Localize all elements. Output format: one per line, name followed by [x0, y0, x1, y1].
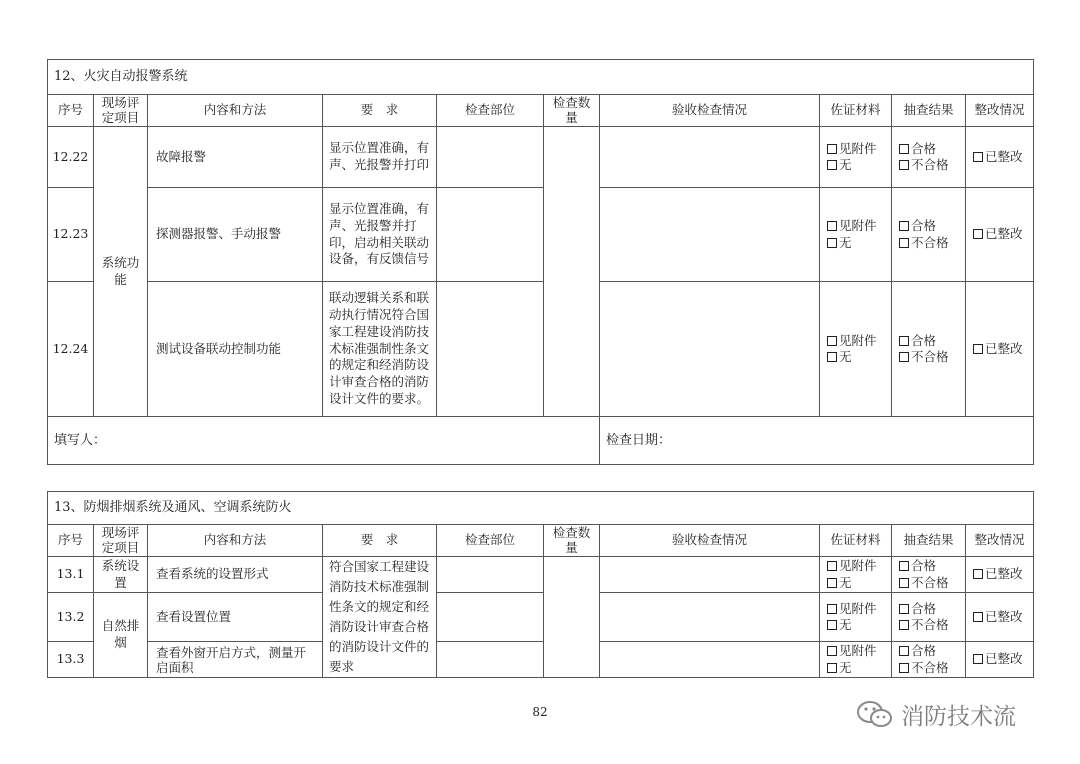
result-cell[interactable]	[600, 188, 820, 282]
rectify-option: 已整改	[966, 127, 1034, 188]
page-number: 82	[532, 705, 548, 719]
check-date-label: 检查日期：	[600, 417, 1034, 465]
sampling-options: 合格 不合格	[892, 188, 966, 282]
evidence-options: 见附件 无	[820, 127, 892, 188]
result-cell[interactable]	[600, 593, 820, 642]
checkbox[interactable]	[973, 229, 983, 239]
method-cell: 测试设备联动控制功能	[148, 282, 323, 417]
header-sampling: 抽查结果	[892, 95, 966, 127]
checkbox[interactable]	[827, 646, 837, 656]
header-sampling: 抽查结果	[892, 525, 966, 557]
sampling-options: 合格 不合格	[892, 557, 966, 593]
section-title: 13、防烟排烟系统及通风、空调系统防火	[48, 492, 1034, 525]
requirement-cell: 显示位置准确，有声、光报警并打印	[323, 127, 437, 188]
watermark	[855, 698, 1016, 731]
table-smoke-control	[47, 491, 1034, 678]
evidence-options: 见附件 无	[820, 642, 892, 678]
header-result: 验收检查情况	[600, 95, 820, 127]
header-result: 验收检查情况	[600, 525, 820, 557]
evidence-options: 见附件 无	[820, 188, 892, 282]
header-item: 现场评定项目	[94, 95, 148, 127]
checkbox[interactable]	[899, 238, 909, 248]
row-number: 12.24	[48, 282, 94, 417]
watermark-text: 消防技术流	[901, 704, 1016, 730]
table-row	[48, 593, 1034, 642]
checkbox[interactable]	[973, 152, 983, 162]
quantity-cell[interactable]	[544, 127, 600, 417]
method-cell: 故障报警	[148, 127, 323, 188]
table-row	[48, 127, 1034, 188]
result-cell[interactable]	[600, 282, 820, 417]
header-evidence: 佐证材料	[820, 525, 892, 557]
row-number: 12.23	[48, 188, 94, 282]
sampling-options: 合格 不合格	[892, 282, 966, 417]
checkbox[interactable]	[899, 561, 909, 571]
header-method: 内容和方法	[148, 95, 323, 127]
header-no: 序号	[48, 525, 94, 557]
checkbox[interactable]	[899, 663, 909, 673]
row-number: 13.1	[48, 557, 94, 593]
checkbox[interactable]	[899, 604, 909, 614]
table-row	[48, 188, 1034, 282]
checkbox[interactable]	[899, 352, 909, 362]
checkbox[interactable]	[827, 221, 837, 231]
location-cell[interactable]	[437, 557, 544, 593]
sampling-options: 合格 不合格	[892, 127, 966, 188]
header-quantity: 检查数量	[544, 95, 600, 127]
checkbox[interactable]	[973, 654, 983, 664]
quantity-cell[interactable]	[544, 557, 600, 678]
table-row	[48, 557, 1034, 593]
rectify-option: 已整改	[966, 282, 1034, 417]
checkbox[interactable]	[827, 561, 837, 571]
checkbox[interactable]	[827, 620, 837, 630]
table-fire-alarm	[47, 59, 1034, 465]
header-evidence: 佐证材料	[820, 95, 892, 127]
rectify-option: 已整改	[966, 642, 1034, 678]
row-number: 12.22	[48, 127, 94, 188]
result-cell[interactable]	[600, 642, 820, 678]
checkbox[interactable]	[827, 160, 837, 170]
checkbox[interactable]	[899, 578, 909, 588]
location-cell[interactable]	[437, 282, 544, 417]
checkbox[interactable]	[827, 238, 837, 248]
method-cell: 查看外窗开启方式，测量开启面积	[148, 642, 323, 678]
checkbox[interactable]	[827, 663, 837, 673]
rectify-option: 已整改	[966, 557, 1034, 593]
sampling-options: 合格 不合格	[892, 593, 966, 642]
header-rectify: 整改情况	[966, 525, 1034, 557]
checkbox[interactable]	[899, 336, 909, 346]
checkbox[interactable]	[973, 344, 983, 354]
header-item: 现场评定项目	[94, 525, 148, 557]
checkbox[interactable]	[827, 336, 837, 346]
result-cell[interactable]	[600, 557, 820, 593]
rectify-option: 已整改	[966, 188, 1034, 282]
checkbox[interactable]	[973, 569, 983, 579]
location-cell[interactable]	[437, 188, 544, 282]
evidence-options: 见附件 无	[820, 282, 892, 417]
header-location: 检查部位	[437, 525, 544, 557]
result-cell[interactable]	[600, 127, 820, 188]
checkbox[interactable]	[899, 144, 909, 154]
method-cell: 探测器报警、手动报警	[148, 188, 323, 282]
checkbox[interactable]	[899, 160, 909, 170]
location-cell[interactable]	[437, 642, 544, 678]
requirement-cell: 显示位置准确，有声、光报警并打印，启动相关联动设备，有反馈信号	[323, 188, 437, 282]
evidence-options: 见附件 无	[820, 593, 892, 642]
requirement-cell: 符合国家工程建设消防技术标准强制性条文的规定和经消防设计审查合格的消防设计文件的要求	[323, 557, 437, 678]
location-cell[interactable]	[437, 593, 544, 642]
method-cell: 查看系统的设置形式	[148, 557, 323, 593]
checkbox[interactable]	[899, 221, 909, 231]
requirement-cell: 联动逻辑关系和联动执行情况符合国家工程建设消防技术标准强制性条文的规定和经消防设计审查合格的消防设计文件的要求。	[323, 282, 437, 417]
method-cell: 查看设置位置	[148, 593, 323, 642]
checkbox[interactable]	[827, 144, 837, 154]
wechat-icon	[855, 699, 895, 731]
header-requirement: 要 求	[323, 525, 437, 557]
rectify-option: 已整改	[966, 593, 1034, 642]
row-number: 13.3	[48, 642, 94, 678]
header-method: 内容和方法	[148, 525, 323, 557]
row-number: 13.2	[48, 593, 94, 642]
header-rectify: 整改情况	[966, 95, 1034, 127]
group-label: 系统功能	[94, 127, 148, 417]
group-label: 自然排烟	[94, 593, 148, 678]
table-row	[48, 642, 1034, 678]
checkbox[interactable]	[899, 646, 909, 656]
header-location: 检查部位	[437, 95, 544, 127]
checkbox[interactable]	[827, 578, 837, 588]
fill-by-label: 填写人：	[48, 417, 600, 465]
checkbox[interactable]	[973, 612, 983, 622]
checkbox[interactable]	[827, 352, 837, 362]
header-quantity: 检查数量	[544, 525, 600, 557]
sampling-options: 合格 不合格	[892, 642, 966, 678]
checkbox[interactable]	[899, 620, 909, 630]
evidence-options: 见附件 无	[820, 557, 892, 593]
group-label: 系统设置	[94, 557, 148, 593]
header-no: 序号	[48, 95, 94, 127]
header-requirement: 要 求	[323, 95, 437, 127]
section-title: 12、火灾自动报警系统	[48, 60, 1034, 95]
location-cell[interactable]	[437, 127, 544, 188]
checkbox[interactable]	[827, 604, 837, 614]
table-row	[48, 282, 1034, 417]
